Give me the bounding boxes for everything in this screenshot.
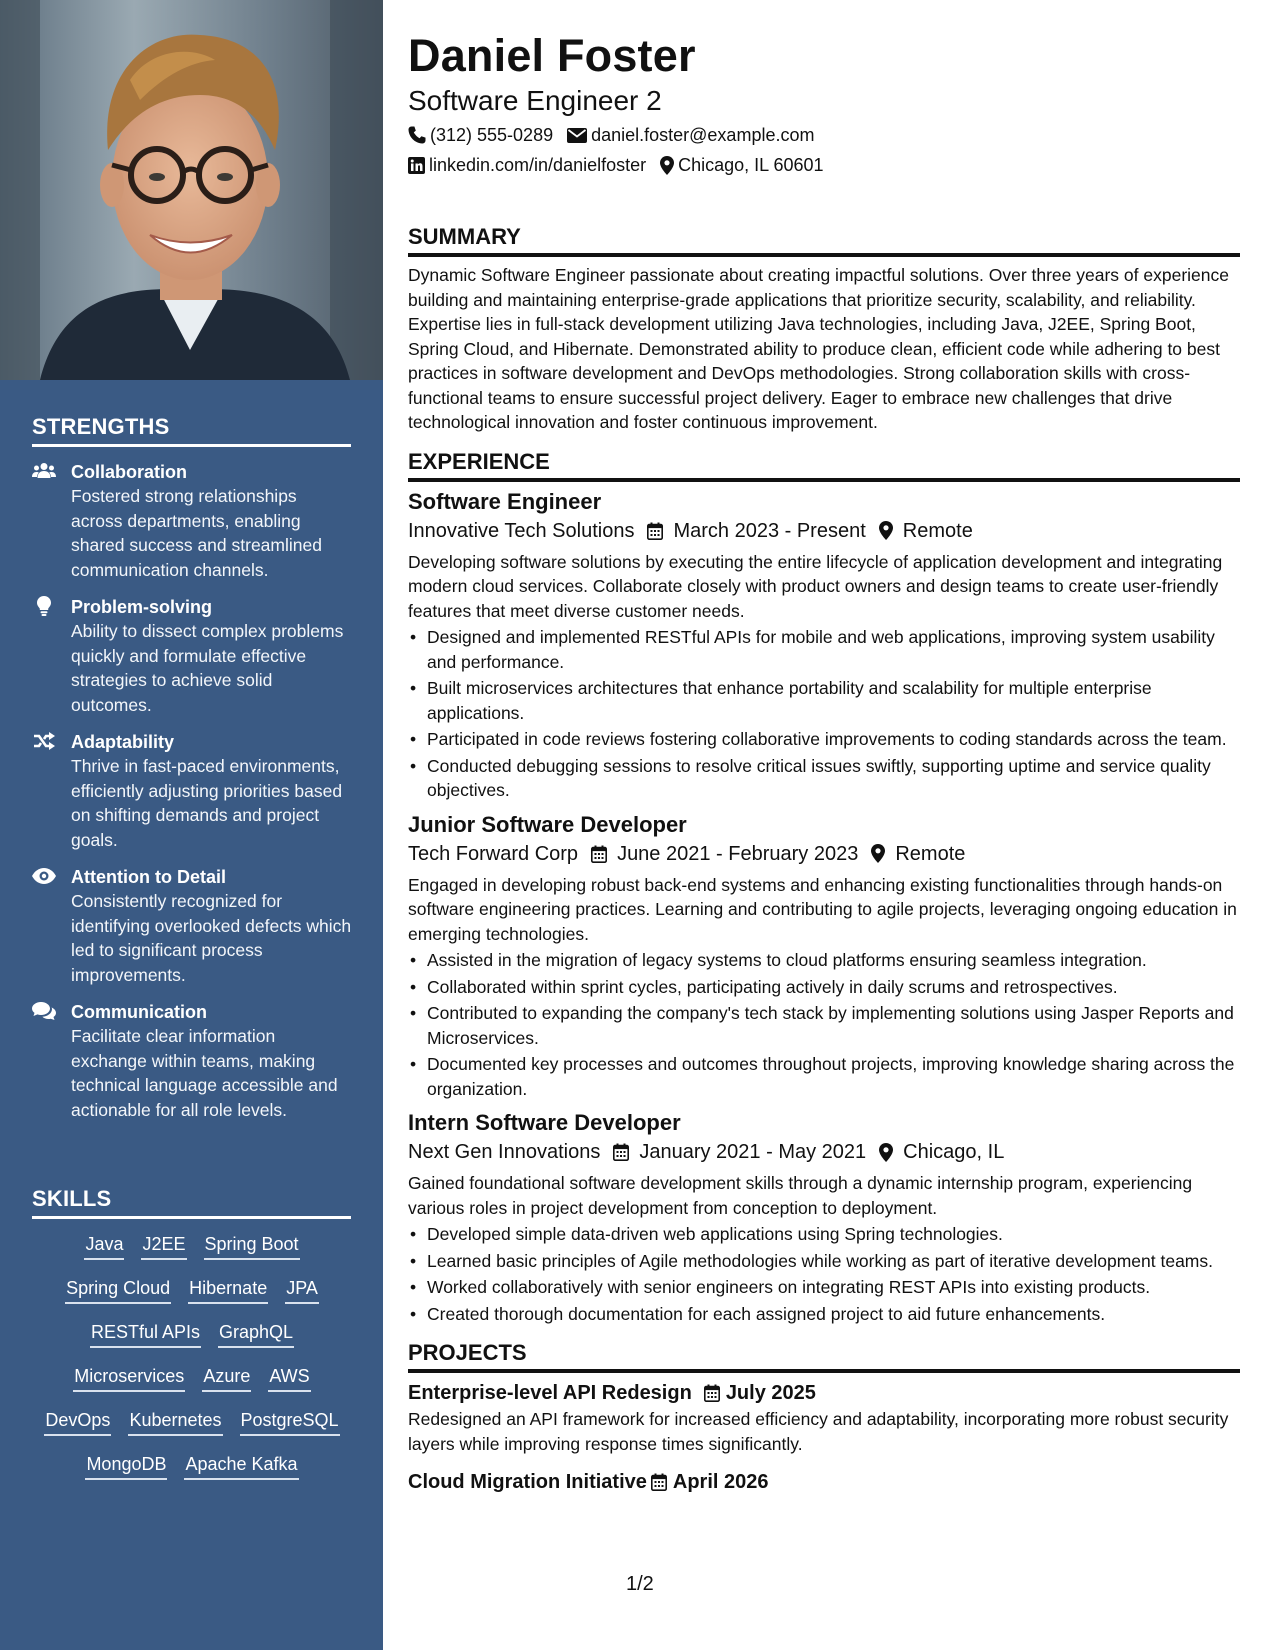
- calendar-icon: [613, 1143, 629, 1161]
- company-name: Innovative Tech Solutions: [408, 519, 635, 542]
- job-entry: [408, 1109, 1240, 1326]
- skill-tag: Apache Kafka: [184, 1452, 298, 1480]
- job-title: Junior Software Developer: [408, 811, 687, 837]
- skill-tag: JPA: [285, 1276, 319, 1304]
- calendar-icon: [651, 1473, 667, 1491]
- strength-item: [32, 595, 352, 717]
- job-description: Developing software solutions by executing the entire lifecycle of application development and integrating modern cloud services. Collaborate closely with product owners and design teams to create user-friendly features that meet diverse customer needs.: [408, 551, 1223, 621]
- strength-item: [32, 730, 352, 852]
- skill-tag: J2EE: [141, 1232, 186, 1260]
- project-title-row: [408, 1379, 1240, 1407]
- job-meta: [408, 1137, 1240, 1167]
- strength-item: [32, 460, 352, 582]
- main-content: [408, 28, 1240, 1496]
- eye-icon: [32, 866, 56, 886]
- strength-description: Thrive in fast-paced environments, efficiently adjusting priorities based on shifting demands and project goals.: [71, 756, 343, 850]
- page-number: 1/2: [626, 1573, 654, 1595]
- lightbulb-icon: [32, 596, 56, 616]
- phone-contact[interactable]: [408, 120, 553, 150]
- comments-icon: [32, 1001, 56, 1021]
- skill-tag: PostgreSQL: [240, 1408, 340, 1436]
- list-item: • Worked collaboratively with senior engineers on integrating REST APIs into existing products.: [408, 1275, 1240, 1300]
- linkedin-contact[interactable]: [408, 150, 646, 180]
- project-entry: [408, 1468, 1240, 1496]
- calendar-icon: [704, 1384, 720, 1402]
- location-text: Chicago, IL: [903, 1141, 1005, 1163]
- summary-heading: SUMMARY: [408, 224, 1240, 257]
- users-icon: [32, 461, 56, 481]
- project-title-row: [408, 1468, 1240, 1496]
- strength-title: Problem-solving: [71, 597, 213, 617]
- envelope-icon: [567, 128, 587, 143]
- project-date: July 2025: [725, 1382, 816, 1404]
- strength-title: Adaptability: [71, 732, 175, 752]
- skills-heading: SKILLS: [32, 1186, 351, 1219]
- company-name: Next Gen Innovations: [408, 1141, 601, 1163]
- contact-row: [408, 150, 1240, 180]
- strength-description: Consistently recognized for identifying overlooked defects which led to significant process improvements.: [71, 891, 352, 985]
- map-pin-icon: [660, 156, 674, 175]
- job-meta: [408, 839, 1240, 869]
- candidate-name: Daniel Foster: [408, 30, 696, 81]
- skill-tag: AWS: [268, 1364, 310, 1392]
- strength-description: Fostered strong relationships across departments, enabling shared success and streamlined communication channels.: [71, 486, 322, 580]
- skill-tag: Hibernate: [188, 1276, 268, 1304]
- project-description: Redesigned an API framework for increased efficiency and adaptability, incorporating more robust security layers while improving response times significantly.: [408, 1409, 1229, 1454]
- job-dates: [647, 516, 865, 546]
- project-title: Enterprise-level API Redesign: [408, 1382, 692, 1404]
- experience-heading: EXPERIENCE: [408, 449, 1240, 482]
- skills-list: [32, 1232, 352, 1480]
- skill-tag: GraphQL: [218, 1320, 294, 1348]
- job-company: [408, 839, 578, 869]
- strength-title: Attention to Detail: [71, 867, 226, 887]
- project-date: April 2026: [672, 1471, 769, 1493]
- job-bullets: [408, 1222, 1240, 1326]
- phone-text: (312) 555-0289: [430, 125, 554, 145]
- linkedin-text: linkedin.com/in/danielfoster: [429, 155, 647, 175]
- candidate-title: Software Engineer 2: [408, 85, 662, 116]
- strengths-heading: STRENGTHS: [32, 414, 351, 447]
- list-item: • Created thorough documentation for each assigned project to aid future enhancements.: [408, 1302, 1240, 1327]
- phone-icon: [408, 126, 426, 144]
- map-pin-icon: [871, 844, 885, 863]
- strengths-list: [32, 460, 352, 1135]
- skill-tag: Microservices: [73, 1364, 185, 1392]
- shuffle-icon: [32, 731, 56, 751]
- list-item: • Conducted debugging sessions to resolve critical issues swiftly, supporting uptime and service quality objectives.: [408, 754, 1240, 803]
- strength-title: Collaboration: [71, 462, 187, 482]
- strength-title: Communication: [71, 1002, 208, 1022]
- location-text: Chicago, IL 60601: [678, 155, 824, 175]
- strength-description: Facilitate clear information exchange within teams, making technical language accessible and actionable for all role levels.: [71, 1026, 338, 1120]
- dates-text: March 2023 - Present: [673, 519, 866, 542]
- list-item: • Contributed to expanding the company's tech stack by implementing solutions using Jasper Reports and Microservices.: [408, 1001, 1240, 1050]
- calendar-icon: [647, 522, 663, 540]
- calendar-icon: [591, 845, 607, 863]
- job-entry: [408, 488, 1240, 803]
- list-item: • Assisted in the migration of legacy systems to cloud platforms ensuring seamless integration.: [408, 948, 1240, 973]
- skill-tag: Spring Cloud: [65, 1276, 171, 1304]
- location-text: Remote: [902, 519, 973, 542]
- contact-row: [408, 120, 1240, 150]
- job-bullets: [408, 625, 1240, 803]
- skill-tag: DevOps: [44, 1408, 111, 1436]
- email-text: daniel.foster@example.com: [591, 125, 815, 145]
- sidebar: [0, 0, 383, 1650]
- email-contact[interactable]: [567, 120, 814, 150]
- list-item: • Designed and implemented RESTful APIs for mobile and web applications, improving system usability and performance.: [408, 625, 1240, 674]
- summary-text: Dynamic Software Engineer passionate about creating impactful solutions. Over three years of experience building and maintaining enterprise-grade applications that prioritize security, scalability, and reliability. Expertise lies in full-stack development utilizing Java technologies, including Java, J2EE, Spring Boot, Spring Cloud, and Hibernate. Demonstrated ability to produce clean, efficient code while adhering to best practices in software development and DevOps methodologies. Strong collaboration skills with cross-functional teams to ensure successful project delivery. Eager to embrace new challenges that drive technological innovation and foster continuous improvement.: [408, 265, 1229, 432]
- job-title: Software Engineer: [408, 488, 602, 514]
- job-entry: [408, 811, 1240, 1102]
- profile-photo: [0, 0, 383, 380]
- job-company: [408, 516, 634, 546]
- skill-tag: Java: [84, 1232, 124, 1260]
- map-pin-icon: [879, 1143, 893, 1162]
- dates-text: June 2021 - February 2023: [617, 842, 859, 865]
- job-meta: [408, 516, 1240, 546]
- list-item: • Learned basic principles of Agile methodologies while working as part of iterative development teams.: [408, 1249, 1240, 1274]
- projects-heading: PROJECTS: [408, 1340, 1240, 1373]
- strength-item: [32, 865, 352, 987]
- job-location: [879, 1137, 1004, 1167]
- skill-tag: Kubernetes: [128, 1408, 222, 1436]
- linkedin-icon: [408, 157, 425, 174]
- dates-text: January 2021 - May 2021: [639, 1141, 867, 1163]
- list-item: • Built microservices architectures that enhance portability and scalability for multiple enterprise applications.: [408, 676, 1240, 725]
- project-entry: [408, 1379, 1240, 1456]
- job-dates: [591, 839, 858, 869]
- strength-description: Ability to dissect complex problems quickly and formulate effective strategies to achieve solid outcomes.: [71, 621, 344, 715]
- map-pin-icon: [879, 521, 893, 540]
- job-bullets: [408, 948, 1240, 1101]
- skill-tag: Azure: [202, 1364, 251, 1392]
- list-item: • Collaborated within sprint cycles, participating actively in daily scrums and retrospectives.: [408, 975, 1240, 1000]
- job-company: [408, 1137, 600, 1167]
- location-contact: [660, 150, 823, 180]
- skill-tag: MongoDB: [85, 1452, 167, 1480]
- strength-item: [32, 1000, 352, 1122]
- list-item: • Participated in code reviews fostering collaborative improvements to coding standards across the team.: [408, 727, 1240, 752]
- job-location: [879, 516, 973, 546]
- skill-tag: Spring Boot: [204, 1232, 300, 1260]
- list-item: • Developed simple data-driven web applications using Spring technologies.: [408, 1222, 1240, 1247]
- job-location: [871, 839, 965, 869]
- job-title: Intern Software Developer: [408, 1110, 681, 1135]
- skill-tag: RESTful APIs: [90, 1320, 201, 1348]
- company-name: Tech Forward Corp: [408, 842, 579, 865]
- location-text: Remote: [895, 842, 966, 865]
- list-item: • Documented key processes and outcomes throughout projects, improving knowledge sharing across the organization.: [408, 1052, 1240, 1101]
- job-description: Gained foundational software development skills through a dynamic internship program, experiencing various roles in project development from conception to deployment.: [408, 1173, 1193, 1218]
- job-dates: [613, 1137, 866, 1167]
- project-title: Cloud Migration Initiative: [408, 1471, 647, 1493]
- job-description: Engaged in developing robust back-end systems and enhancing existing functionalities through hands-on software engineering practices. Learning and contributing to agile projects, leveraging ongoing education in emerging technologies.: [408, 874, 1237, 944]
